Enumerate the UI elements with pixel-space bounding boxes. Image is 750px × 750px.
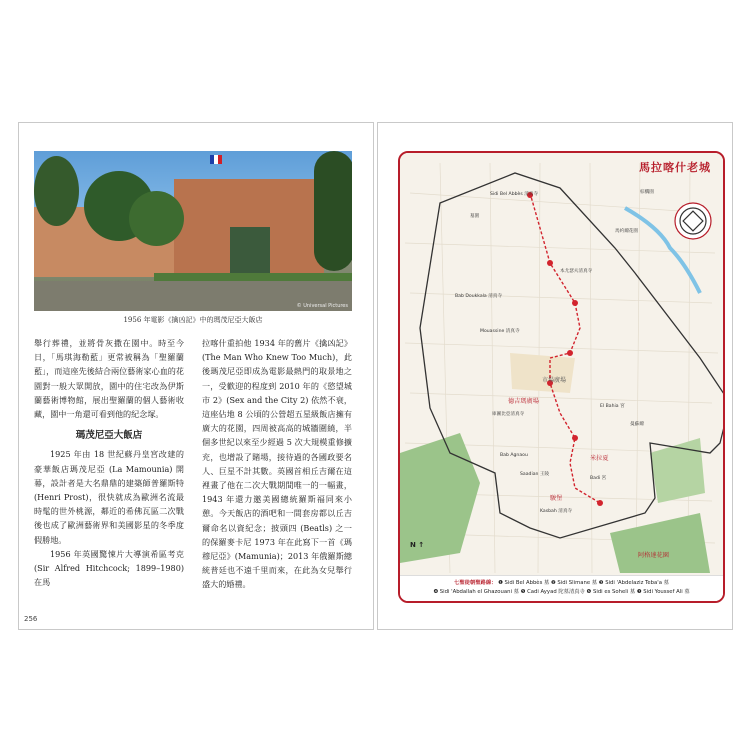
map-label-area: 曼蘇爾 [630,422,644,427]
map-label-street: Mouassine 清真寺 [480,329,520,334]
photo-caption: 1956 年電影《擒凶記》中的瑪茂尼亞大飯店 [123,316,263,324]
map-label-area: 阿格達花園 [638,552,669,559]
north-label: N [410,541,416,549]
text-column-2 [202,336,352,592]
map-title: 馬拉喀什老城 [639,161,711,174]
photo-credit: © Universal Pictures [296,303,348,309]
hotel-photo [34,151,352,311]
left-page [18,122,374,630]
jemaa-square [510,353,575,393]
map-label-street: Bab Agnaou [500,453,528,458]
palm-tree-icon [129,191,184,246]
map-label-area: 棕櫚園 [640,190,654,195]
text-column-1 [34,336,184,589]
paragraph: 拉喀什重拍他 1934 年的舊片《擒凶記》(The Man Who Knew Too Much)，此後瑪茂尼亞即成為電影最熱門的取景地之一，受歡迎的程度到 2010 年的《慾望城市 2》(Sex and the City 2) 依然不衰，這座佔地 8 公頃的公營超五星級飯店擁有廣大的花園，四周被高高的城牆圍繞，半個多世紀以來至少經過 5 次大規模重修擴充，也增設了賭場，接待過的各國政要名人、巨星不計其數。英國首相丘吉爾在這裡畫了他在二次大戰期間唯一的一幅畫，1943 年還力邀美國總統羅斯福同來小憩。今天飯店的酒吧和一間套房都以丘吉爾命名以資紀念；披頭四 (Beatls) 之一的保羅麥卡尼 1973 年在此寫下一首《瑪穆尼亞》(Mamunia)；2013 年俄羅斯總統普廷也不遠千里而來，在此為女兒舉行盛大的婚禮。 [202,338,352,590]
legend-item: ❹ Sidi 'Abdallah el Ghazouani 墓 [433,589,519,595]
photo-entrance [230,227,270,275]
map-label-street: 馬約爾花園 [615,229,638,234]
map-label-area: 駿堡 [550,495,563,502]
map-label-street: 庫圖比亞清真寺 [492,412,525,417]
map-label-street: Sidi Bel Abbès 清真寺 [490,192,538,197]
unesco-logo-icon [675,203,711,239]
legend-item: ❺ Cadi Ayyad 陀墓清真寺 [520,589,585,595]
map-label-street: Bab Doukkala 清真寺 [455,294,502,299]
map-label-street: Saadian 王陵 [520,472,550,477]
map-label-area: 米拉夏 [590,455,609,462]
map-label-area: 墓園 [470,214,480,219]
legend-item: ❼ Sidi Youssef Ali 墓 [636,589,690,595]
paragraph: 舉行葬禮，並將骨灰撒在園中。時至今日，「馬琪海勒藍」更常被稱為「聖羅蘭藍」，而這座先後結合兩位藝術家心血的花園對一般大眾開放，園中的住宅改為伊斯蘭藝術博物館，展出聖羅蘭的個人藝術收藏，園中一角還可看到他的紀念塚。 [34,338,184,420]
map-label-street: Kasbah 清真寺 [540,509,573,514]
legend-item: ❸ Sidi 'Abdelaziz Teba'a 墓 [598,580,669,586]
flag-icon [210,155,222,164]
legend-title: 七聖徒朝聖路線： [454,580,497,586]
tree-icon [34,156,79,226]
palm-tree-icon [314,151,352,271]
north-arrow-icon: N ↑ [410,541,425,549]
map-label-street: Badi 宮 [590,476,607,481]
legend-item: ❻ Sidi es Soheli 墓 [586,589,636,595]
map-label-street: 本尤瑟夫清真寺 [560,269,593,274]
right-page [377,122,733,630]
map-legend [400,575,723,601]
map-label-street: El Bahia 宮 [600,404,625,409]
legend-item: ❷ Sidi Slimane 墓 [551,580,598,586]
paragraph: 1925 年由 18 世紀蘇丹皇宮改建的豪華飯店瑪茂尼亞 (La Mamounia) 開幕，設計者是大名鼎鼎的建築師普羅斯特 (Henri Prost)，很快就成為歐洲名流最時髦的世外桃源，鄰近的希佛瓦區二次戰後也成了歐洲藝術界和美國影星的冬季度假勝地。 [34,449,184,545]
legend-item: ❶ Sidi Bel Abbès 墓 [498,580,550,586]
page-number: 256 [24,615,38,623]
medina-map [398,151,725,603]
section-heading: 瑪茂尼亞大飯店 [75,430,143,442]
map-label-square: 市場廣場 [542,377,567,384]
map-label-area: 德吉瑪廣場 [508,398,539,405]
paragraph: 1956 年英國驚悚片大導演希區考克 (Sir Alfred Hitchcock; 1899–1980) 在馬 [34,548,184,588]
